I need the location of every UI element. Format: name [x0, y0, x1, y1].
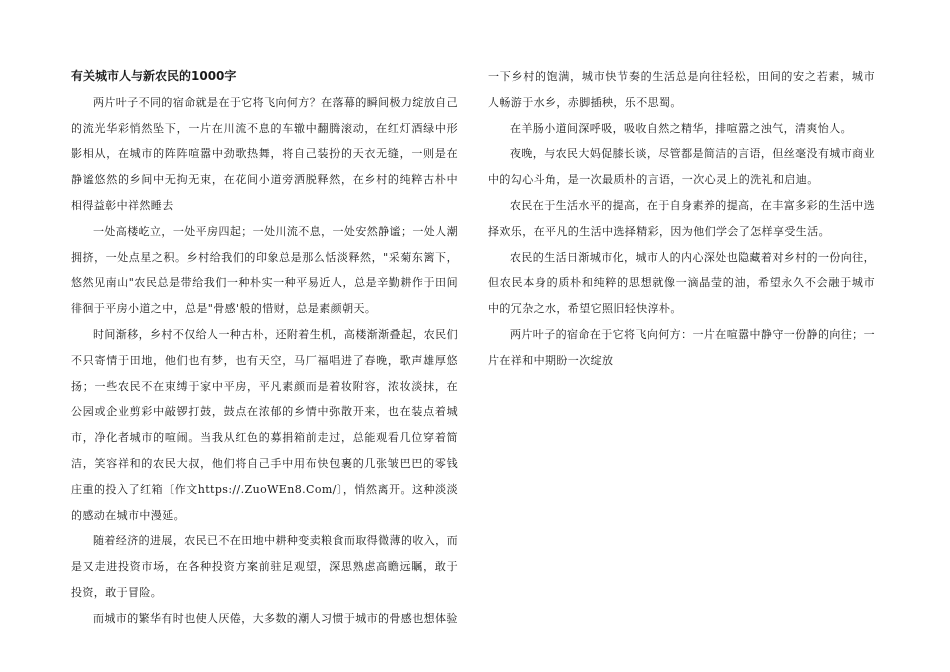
paragraph: 在羊肠小道间深呼吸，吸收自然之精华，排喧嚣之浊气，清爽怡人。: [510, 121, 852, 135]
document-title: 有关城市人与新农民的1000字: [71, 69, 237, 83]
paragraph: 农民在于生活水平的提高，在于自身素养的提高，在丰富多彩的生活中选择欢乐，在平凡的生活中选择精彩，因为他们学会了怎样享受生活。: [488, 198, 875, 238]
right-column: [488, 64, 875, 374]
paragraph: 两片叶子的宿命在于它将飞向何方：一片在喧嚣中静守一份静的向往；一片在祥和中期盼一次绽放: [488, 327, 875, 367]
paragraph: 时间渐移，乡村不仅给人一种古朴，还附着生机，高楼渐渐叠起，农民们不只寄情于田地，他们也有梦，也有天空，马厂福唱进了春晚，歌声雄厚悠扬；一些农民不在束缚于家中平房，平凡素颜而是着妆附容，浓妆淡抹，在公园或企业剪彩中敲锣打鼓，鼓点在浓郁的乡情中弥散开来，也在装点着城市，净化者城市的喧闹。当我从红色的募捐箱前走过，总能观看几位穿着简洁，笑容祥和的农民大叔，他们将自己手中用布快包裹的几张皱巴巴的零钱庄重的投入了红箱〔作文https://.ZuoWEn8.Com/〕，悄然离开。这种淡淡的感动在城市中漫延。: [71, 327, 458, 522]
paragraph-continuation: 一下乡村的饱满，城市快节奏的生活总是向往轻松，田间的安之若素，城市人畅游于水乡，赤脚插秧，乐不思蜀。: [488, 70, 875, 109]
paragraph: 农民的生活日渐城市化，城市人的内心深处也隐藏着对乡村的一份向往，但农民本身的质朴和纯粹的思想就像一滴晶莹的油，希望永久不会融于城市中的冗杂之水，希望它照旧轻快淳朴。: [488, 250, 875, 316]
left-column: [71, 64, 458, 632]
paragraph: 夜晚，与农民大妈促膝长谈，尽管都是简洁的言语，但丝毫没有城市商业中的勾心斗角，是一次最质朴的言语，一次心灵上的洗礼和启迪。: [488, 147, 875, 187]
paragraph: 两片叶子不同的宿命就是在于它将飞向何方？在落幕的瞬间极力绽放自己的流光华彩悄然坠下，一片在川流不息的车辙中翻腾滚动，在红灯酒绿中形影相从，在城市的阵阵喧嚣中劲歌热舞，将自己装扮的天衣无缝，一则是在静谧悠然的乡间中无拘无束，在花间小道旁洒脱释然，在乡村的纯粹古朴中相得益彰中祥然睡去: [71, 95, 458, 212]
paragraph: 而城市的繁华有时也使人厌倦，大多数的潮人习惯于城市的骨感也想体验: [93, 611, 458, 625]
paragraph: 一处高楼屹立，一处平房四起；一处川流不息，一处安然静谧；一处人潮拥挤，一处点星之积。乡村给我们的印象总是那么恬淡释然，"采菊东篱下，悠然见南山"农民总是带给我们一种朴实一种平易近人，总是辛勤耕作于田间徘徊于平房小道之中，总是"骨感'般的惜财，总是素颜朝天。: [71, 224, 458, 316]
paragraph: 随着经济的进展，农民已不在田地中耕种变卖粮食而取得微薄的收入，而是又走进投资市场，在各种投资方案前驻足观望，深思熟虑高瞻远瞩，敢于投资，敢于冒险。: [71, 534, 458, 599]
